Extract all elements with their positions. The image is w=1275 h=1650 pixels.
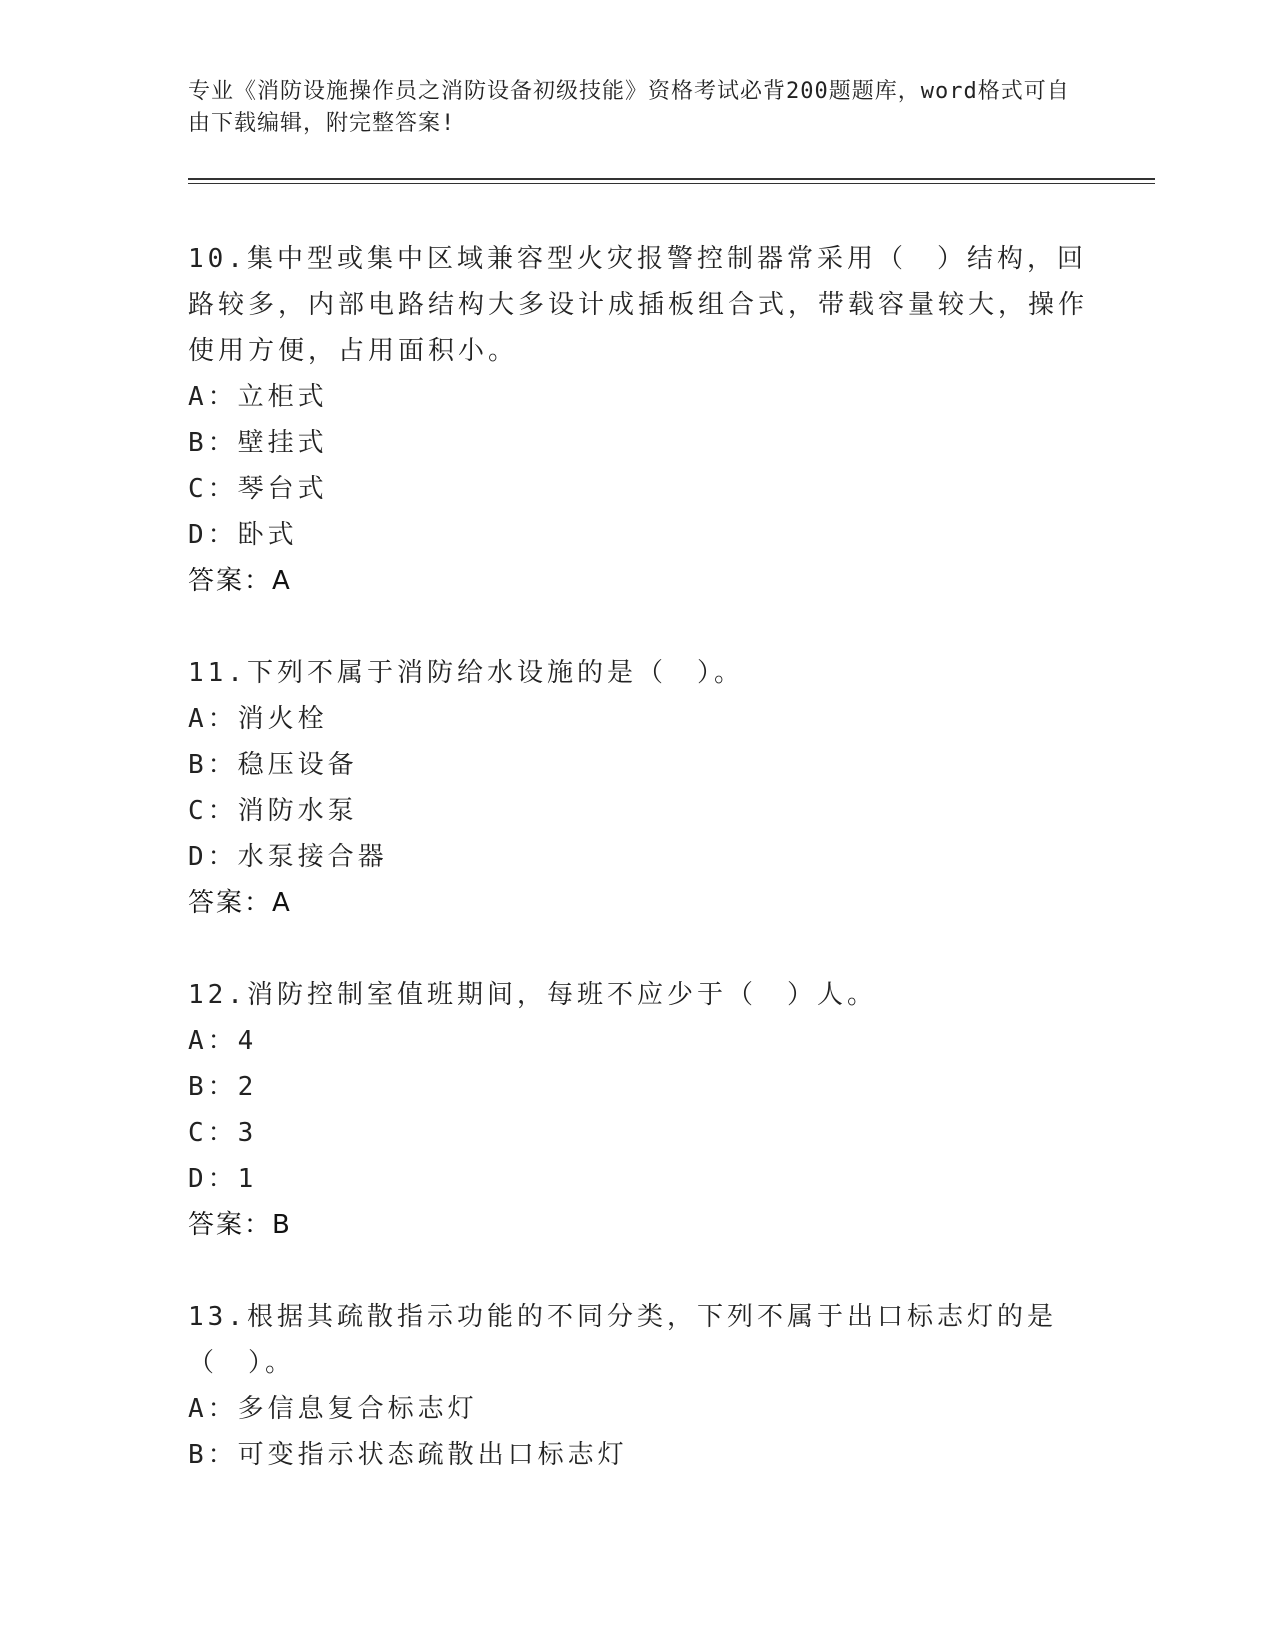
header-divider <box>188 178 1155 180</box>
question-list <box>188 236 1088 1524</box>
option-b: B：可变指示状态疏散出口标志灯 <box>188 1440 628 1470</box>
question-11 <box>188 650 1088 926</box>
option-d: D：水泵接合器 <box>188 842 388 872</box>
question-12 <box>188 972 1088 1248</box>
option-a: A：4 <box>188 1026 258 1056</box>
question-stem: 12.消防控制室值班期间，每班不应少于（ ）人。 <box>188 980 877 1010</box>
question-stem: 11.下列不属于消防给水设施的是（ ）。 <box>188 658 744 688</box>
option-b: B：壁挂式 <box>188 428 328 458</box>
option-d: D：卧式 <box>188 520 298 550</box>
answer-line: 答案：A <box>188 566 292 596</box>
question-stem: 10.集中型或集中区域兼容型火灾报警控制器常采用（ ）结构，回路较多，内部电路结构大多设计成插板组合式，带载容量较大，操作使用方便，占用面积小。 <box>188 244 1089 366</box>
question-stem: 13.根据其疏散指示功能的不同分类，下列不属于出口标志灯的是（ ）。 <box>188 1302 1057 1378</box>
header-divider-thin <box>188 183 1155 184</box>
option-a: A：立柜式 <box>188 382 328 412</box>
answer-line: 答案：B <box>188 1210 292 1240</box>
option-b: B：稳压设备 <box>188 750 358 780</box>
document-header: 专业《消防设施操作员之消防设备初级技能》资格考试必背200题题库，word格式可自由下载编辑，附完整答案! <box>188 79 1070 136</box>
option-c: C：3 <box>188 1118 258 1148</box>
question-13 <box>188 1294 1088 1478</box>
option-b: B：2 <box>188 1072 258 1102</box>
option-d: D：1 <box>188 1164 258 1194</box>
option-a: A：消火栓 <box>188 704 328 734</box>
answer-line: 答案：A <box>188 888 292 918</box>
option-a: A：多信息复合标志灯 <box>188 1394 478 1424</box>
question-10 <box>188 236 1088 604</box>
option-c: C：琴台式 <box>188 474 328 504</box>
option-c: C：消防水泵 <box>188 796 358 826</box>
